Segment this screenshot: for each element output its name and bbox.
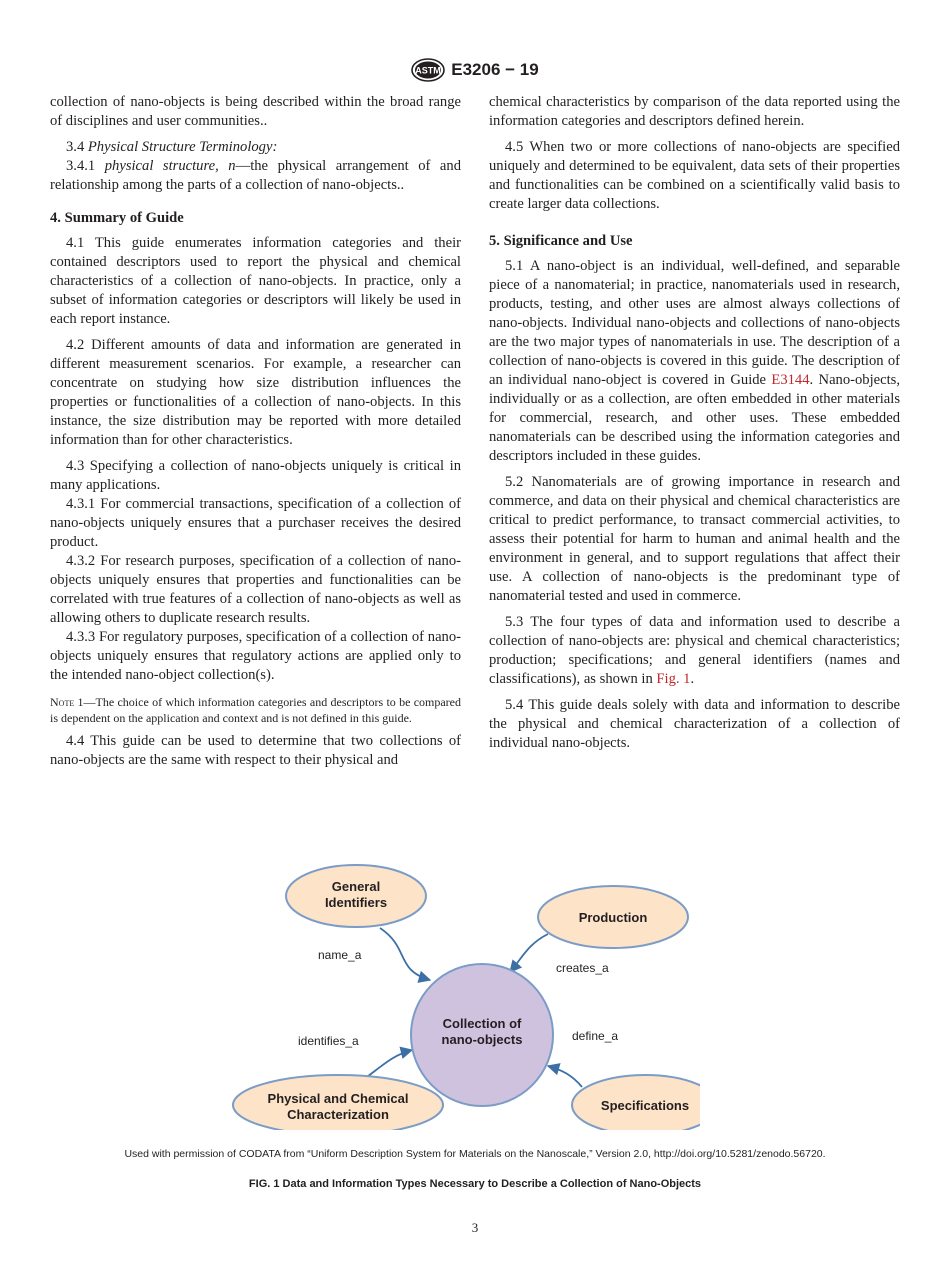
- physical-label-line2: Characterization: [287, 1107, 389, 1122]
- paragraph-4-5: 4.5 When two or more collections of nano-objects are specified uniquely and determined to be equivalent, data sets of their properties and functionalities can be combined on a scientifically valid basis to create larger data collections.: [489, 139, 900, 212]
- note-1: Note 1—The choice of which information categories and descriptors to be compared is dependent on the application and context and is not defined in this guide.: [50, 695, 462, 725]
- edge-label-creates-a: creates_a: [556, 961, 609, 975]
- paragraph-3-4-1: 3.4.1 physical structure, n—the physical arrangement of and relationship among the parts of a collection of nano-objects..: [50, 158, 462, 193]
- arrow-define-a: [548, 1066, 582, 1087]
- paragraph-4-4: 4.4 This guide can be used to determine that two collections of nano-objects are the same with respect to their physical and: [50, 733, 461, 768]
- paragraph-4-3: 4.3 Specifying a collection of nano-objects uniquely is critical in many applications.: [50, 458, 461, 493]
- figure-caption: FIG. 1 Data and Information Types Necessary to Describe a Collection of Nano-Objects: [248, 1178, 702, 1190]
- paragraph-4-1: 4.1 This guide enumerates information categories and their contained descriptors used to report the physical and chemical characteristics of a collection of nano-objects. In practice, only a subset of information categories or descriptors will likely be used in each report instance.: [50, 235, 461, 327]
- document-number: E3206 − 19: [451, 60, 539, 79]
- section-heading-4: 4. Summary of Guide: [50, 210, 184, 226]
- center-label-line1: Collection of: [442, 1016, 522, 1031]
- paragraph-4-2: 4.2 Different amounts of data and information are generated in different measurement scenarios. For example, a researcher can concentrate on studying how size distribution influences the properties or functionalities of a collection of nano-objects. In this instance, the size distribution may be reported with more detailed information than for other characteristics.: [50, 337, 461, 448]
- center-label-line2: nano-objects: [441, 1032, 523, 1047]
- edge-label-identifies-a: identifies_a: [298, 1034, 359, 1048]
- figure-credit: Used with permission of CODATA from “Uniform Description System for Materials on the Nanoscale,” Version 2.0, http://doi.org/10.5281/zenodo.56720.: [124, 1148, 826, 1160]
- page-number: 3: [471, 1220, 479, 1235]
- physical-label-line1: Physical and Chemical: [267, 1091, 409, 1106]
- paragraph-4-3-3: 4.3.3 For regulatory purposes, specification of a collection of nano-objects uniquely ensures that regulatory actions are applied only to the intended nano-object collection(s).: [50, 629, 461, 683]
- edge-label-name-a: name_a: [318, 948, 362, 962]
- paragraph-continued-right: chemical characteristics by comparison of the data reported using the information categories and descriptors defined herein.: [489, 94, 900, 129]
- paragraph-4-3-2: 4.3.2 For research purposes, specification of a collection of nano-objects uniquely ensures that properties and functionalities can be correlated with true features of a collection of nano-objects as well as allowing others to duplicate research results.: [50, 553, 461, 626]
- left-column: [50, 93, 461, 770]
- paragraph-5-1: 5.1 A nano-object is an individual, well-defined, and separable piece of a nanomaterial; in practice, nanomaterials used in research, products, testing, and other uses are almost always collections of nano-objects. Individual nano-objects and collections of nano-objects are the two major types of nanomaterials in use. The description of a collection of nano-objects is covered in this guide. The description of an individual nano-object is covered in Guide E3144. Nano-objects, individually or as a collection, are often embedded in other materials for commercial, research, and other uses. These embedded nanomaterials can be described using the information categories and descriptors included in these guides.: [489, 258, 900, 464]
- right-column: [489, 93, 900, 753]
- astm-logo: [411, 58, 445, 82]
- arrow-name-a: [380, 928, 430, 980]
- paragraph-4-3-1: 4.3.1 For commercial transactions, specification of a collection of nano-objects uniquely ensures that a purchaser receives the desired product.: [50, 496, 461, 550]
- section-heading-5: 5. Significance and Use: [489, 233, 633, 249]
- paragraph-5-4: 5.4 This guide deals solely with data and information to describe the physical and chemical characterization of a collection of individual nano-objects.: [489, 697, 900, 751]
- general-label-line2: Identifiers: [324, 895, 388, 910]
- svg-text:ASTM: ASTM: [415, 65, 442, 76]
- paragraph-continued: collection of nano-objects is being described within the broad range of disciplines and user communities..: [50, 94, 461, 129]
- paragraph-5-2: 5.2 Nanomaterials are of growing importance in research and commerce, and data on their physical and chemical characteristics are critical to predict performance, to transact commercial activities, to assess their potential for harm to human and animal health and the environment in general, and to support regulations that affect their use. A collection of nano-objects is the predominant type of nanomaterial tested and used in commerce.: [489, 474, 900, 604]
- ref-fig1-link[interactable]: Fig. 1: [656, 671, 691, 687]
- paragraph-3-4: 3.4 Physical Structure Terminology:: [66, 139, 278, 155]
- ref-e3144-link[interactable]: E3144: [771, 372, 810, 388]
- paragraph-5-3: 5.3 The four types of data and information used to describe a collection of nano-objects are: physical and chemical characteristics; production; specifications; and general identifiers (names and classifications), as shown in Fig. 1.: [489, 614, 900, 687]
- general-label-line1: General: [331, 879, 381, 894]
- edge-label-define-a: define_a: [572, 1029, 619, 1043]
- figure-1-diagram: [230, 860, 700, 1130]
- specifications-label: Specifications: [600, 1098, 690, 1113]
- production-label: Production: [578, 910, 648, 925]
- arrow-creates-a: [510, 934, 548, 972]
- page-header: [0, 58, 950, 82]
